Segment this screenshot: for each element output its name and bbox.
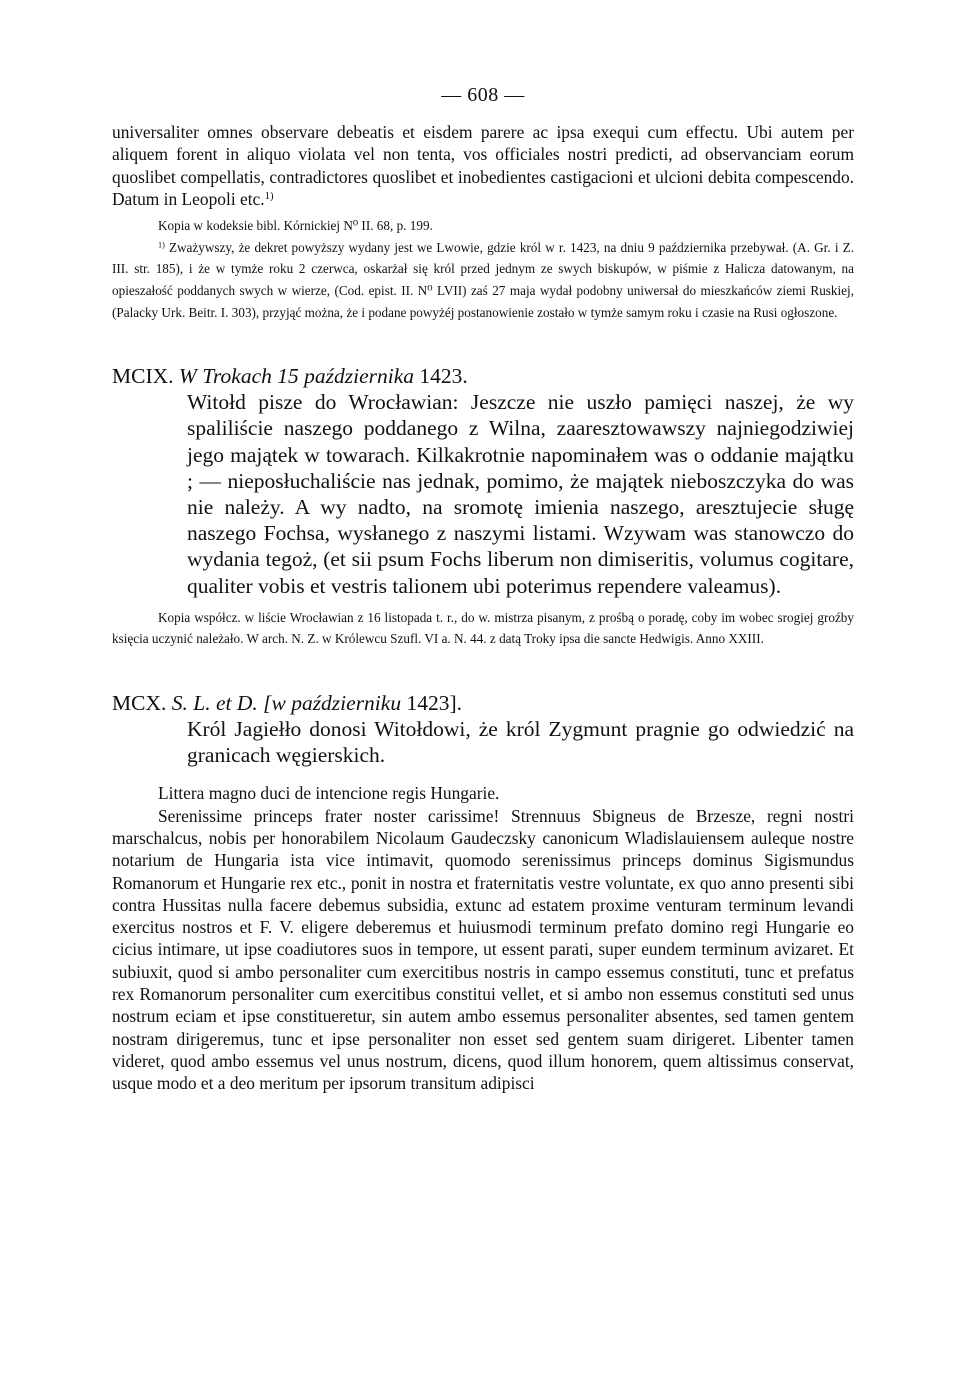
document-summary-mcx: Król Jagiełło donosi Witołdowi, że król Zygmunt pragnie go odwiedzić na granicach węgierskich. <box>187 716 854 768</box>
footnote <box>112 237 854 323</box>
document-summary-mcix: Witołd pisze do Wrocławian: Jeszcze nie uszło pamięci naszej, że wy spaliliście naszego poddanego z Wilna, zaaresztowawszy najniegodziwiej jego majątek w towarach. Kilkakrotnie napominałem was o oddanie majątku ; — nieposłuchaliście nas jednak, pomimo, że majątek nieboszczyka do was nie należy. A wy nadto, na sromotę imienia naszego, aresztujecie sługę naszego Fochsa, wysłanego z naszymi listami. Wzywam was stanowczo do wydania tegoż, (et sii psum Fochs liberum non dimiseritis, volumus cogitare, qualiter vobis et vestris talionem ubi poterimus rependere valeamus). <box>187 390 854 598</box>
document-date: [w październiku <box>263 690 402 715</box>
document-page <box>112 84 854 1095</box>
page-number: — 608 — <box>441 84 525 106</box>
document-year: 1423]. <box>406 690 462 715</box>
document-heading-mcx <box>112 690 854 716</box>
footnote-reference: 1) <box>264 189 274 202</box>
footnote-text: Zważywszy, że dekret powyższy wydany jest we Lwowie, gdzie król w r. 1423, na dniu 9 października przebywał. (A. Gr. i Z. III. str. 185), i że w tymże roku 2 czerwca, oskarżał się król przed jednym ze swych biskupów, w piśmie z Halicza datowanym, na opieszałość poddanych swych w wierze, (Cod. epist. II. N⁰ LVII) zaś 27 maja wydał podobny uniwersał do mieszkańców ziemi Ruskiej, (Palacky Urk. Beitr. I. 303), przyjąć można, że i podane powyżéj postanowienie zostało w tymże samym roku i czasie na Rusi ogłoszone. <box>112 239 854 320</box>
letter-text: Serenissime princeps frater noster carissime! Strennuus Sbigneus de Brzesze, regni nostri marschalcus, nobis per honorabilem Nicolaum Gaudeczsky canonicum Wladislauiensem auleque nostre notarium de Hungaria ista vice intimavit, quomodo serenissimus princeps dominus Sigismundus Romanorum et Hungarie rex etc., ponit in nostra et fraternitatis vestre voluntate, ex quo anno presenti sibi contra Hussitas nulla facere debemus subsidia, extunc ad estatem proxime venturam terminum levandi exercitus nostros et F. V. eligere deberemus et huiusmodi terminum prefato domino regi Hungarie eo cicius intimare, ut ipse coadiutores suos in tempore, ut essent parati, super eundem terminum avizaret. Et subiuxit, quod si ambo personaliter cum exercitibus nostris in campo essemus constituti, tunc et prefatus rex Romanorum personaliter cum exercitibus constitui vellet, et si ambo non essemus constituti sed unus nostrum eciam et ipse constitueretur, sin autem ambo essemus personaliter absentes, sed tamen gentem nostram dirigeremus, tunc et ipse personaliter non esset sed gentem suam dirigeret. Libenter tamen videret, quod ambo essemus vel unus nostrum, dicens, quod illum honorem, quem altissimus conservat, usque modo et a deo meritum per ipsorum transitum adipisci <box>112 805 854 1094</box>
document-place: S. L. et D. <box>171 690 258 715</box>
continued-text-body: universaliter omnes observare debeatis et eisdem parere ac ipsa exequi cum effectu. Ubi autem per aliquem forent in aliquo violata vel non tenta, vos officiales nostri predicti, ad observanciam eorum quoslibet compellatis, contradictores quoslibet et inobedientes castigacioni et ulcioni debita compescendo. Datum in Leopoli etc. <box>112 122 854 209</box>
letter-title: Littera magno duci de intencione regis Hungarie. <box>158 783 500 804</box>
source-note: Kopia w kodeksie bibl. Kórnickiej N⁰ II. 68, p. 199. <box>158 218 433 234</box>
document-year: 1423. <box>419 364 468 389</box>
footnote-mark: 1) <box>158 240 165 250</box>
document-number: MCIX. <box>112 364 174 389</box>
source-note-mcix: Kopia współcz. w liście Wrocławian z 16 listopada t. r., do w. mistrza pisanym, z prośbą o poradę, coby im wobec srogiej groźby księcia uczynić należało. W arch. N. Z. w Królewcu Szufl. VI a. N. 44. z datą Troky ipsa die sancte Hedwigis. Anno XXIII. <box>112 609 854 647</box>
document-place: W Trokach <box>178 364 272 389</box>
document-heading-mcix <box>112 363 854 389</box>
continued-text <box>112 121 854 210</box>
document-number: MCX. <box>112 690 167 715</box>
document-date: 15 października <box>277 364 415 389</box>
